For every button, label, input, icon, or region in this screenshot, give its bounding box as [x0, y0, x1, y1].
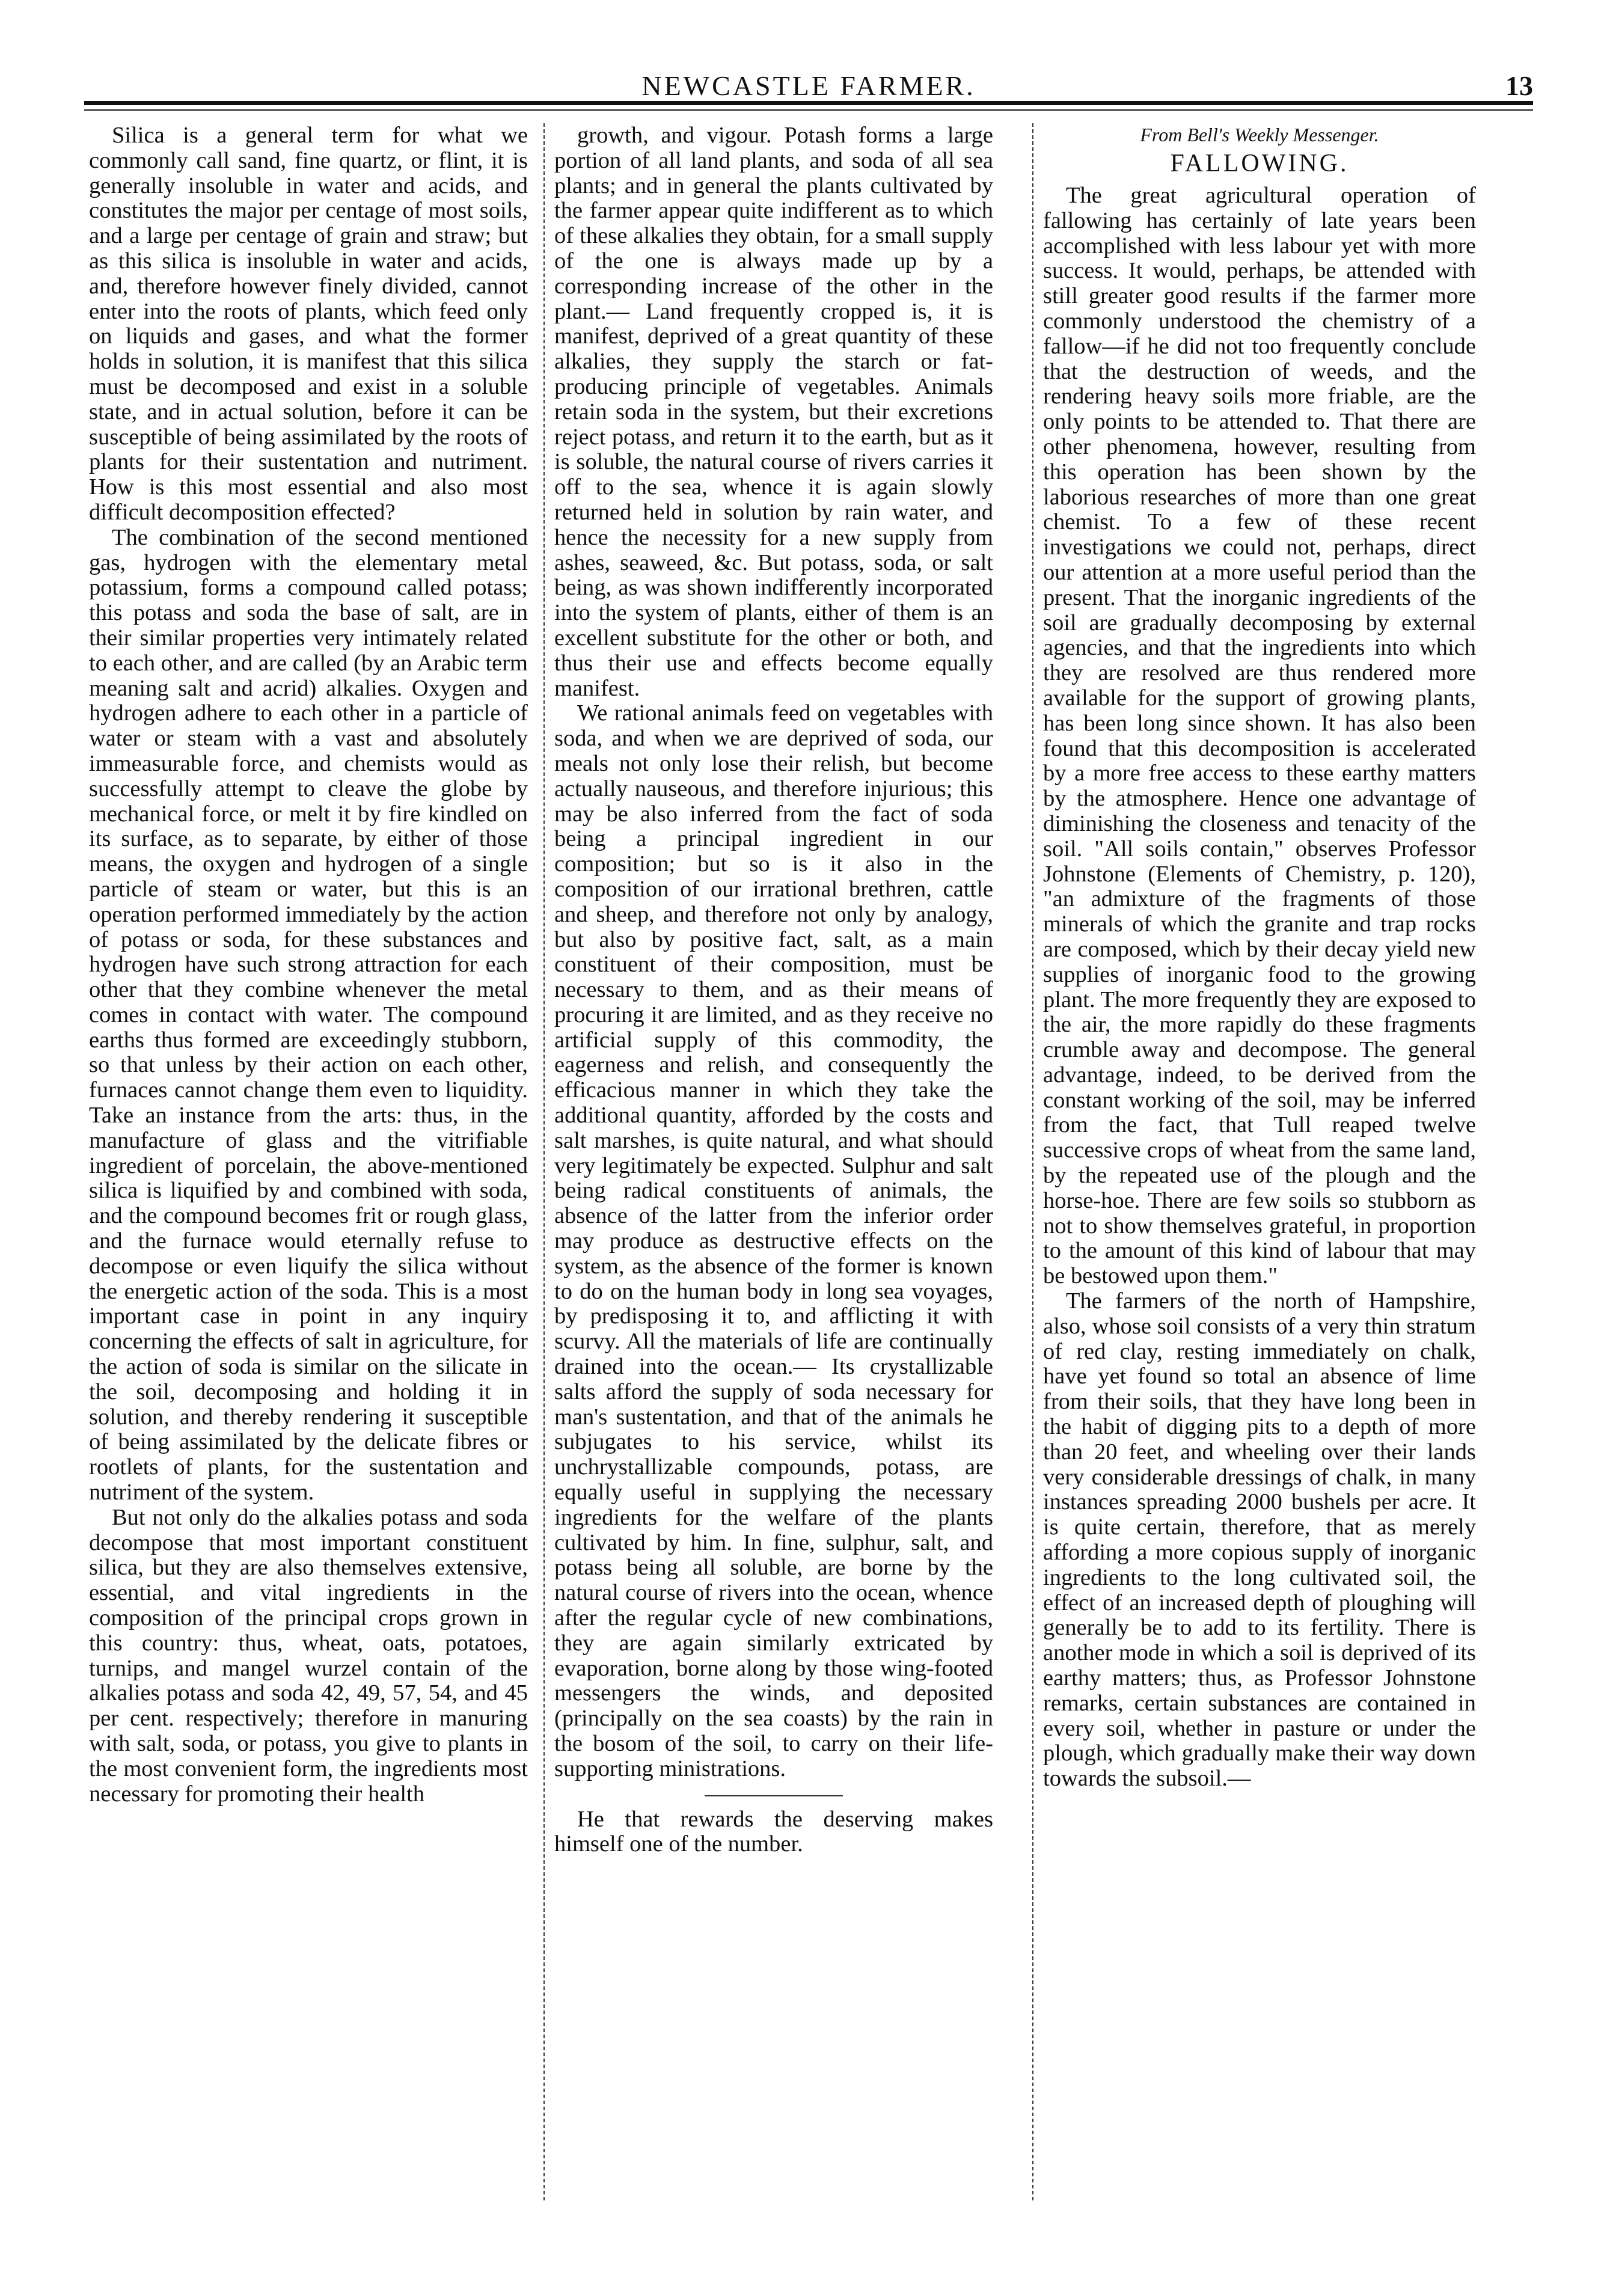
column-divider	[1032, 123, 1033, 2200]
masthead-title: NEWCASTLE FARMER.	[641, 70, 976, 101]
paragraph: The great agricultural operation of fallowing has certainly of late years been accomplished with less labour yet with more success. It would, perhaps, be attended with still greater good results if the farmer more commonly understood the chemistry of a fallow—if he did not too frequently conclude that the destruction of weeds, and the rendering heavy soils more friable, are the only points to be attended to. That there are other phenomena, however, resulting from this operation has been shown by the laborious researches of more than one great chemist. To a few of these recent investigations we could not, perhaps, direct our attention at a more useful period than the present. That the inorganic ingredients of the soil are gradually decomposing by external agencies, and that the ingredients into which they are resolved are thus rendered more available for the support of growing plants, has been long since shown. It has also been found that this decomposition is accelerated by a more free access to these earthy matters by the atmosphere. Hence one advantage of diminishing the closeness and tenacity of the soil. "All soils contain," observes Professor Johnstone (Elements of Chemistry, p. 120), "an admixture of the fragments of those minerals of which the granite and trap rocks are composed, which by their decay yield new supplies of inorganic food to the growing plant. The more frequently they are exposed to the air, the more rapidly do these fragments crumble away and decompose. The general advantage, indeed, to be derived from the constant working of the soil, may be inferred from the fact, that Tull reaped twelve successive crops of wheat from the same land, by the repeated use of the plough and the horse-hoe. There are few soils so stubborn as not to show themselves grateful, in proportion to the amount of this kind of labour that may be bestowed upon them."	[1043, 183, 1476, 1289]
closing-maxim: He that rewards the deserving makes himself one of the number.	[554, 1806, 993, 1857]
column-1	[89, 123, 528, 1807]
article-heading: FALLOWING.	[1170, 150, 1349, 177]
header-rule-thick	[84, 101, 1533, 105]
paragraph: Silica is a general term for what we commonly call sand, fine quartz, or flint, it is generally insoluble in water and acids, and constitutes the major per centage of most soils, and a large per centage of grain and straw; but as this silica is insoluble in water and acids, and, therefore however finely divided, cannot enter into the roots of plants, which feed only on liquids and gases, and what the former holds in solution, it is manifest that this silica must be decomposed and exist in a soluble state, and in actual solution, before it can be susceptible of being assimilated by the roots of plants for their sustentation and nutriment. How is this most essential and also most difficult decomposition effected?	[89, 123, 528, 525]
header-rule-thin	[84, 109, 1533, 111]
paragraph: growth, and vigour. Potash forms a large portion of all land plants, and soda of all sea plants; and in general the plants cultivated by the farmer appear quite indifferent as to which of these alkalies they obtain, for a small supply of the one is always made up by a corresponding increase of the other in the plant.— Land frequently cropped is, it is manifest, deprived of a great quantity of these alkalies, they supply the starch or fat-producing principle of vegetables. Animals retain soda in the system, but their excretions reject potass, and return it to the earth, but as it is soluble, the natural course of rivers carries it off to the sea, whence it is again slowly returned held in solution by rain water, and hence the necessity for a new supply from ashes, seaweed, &c. But potass, soda, or salt being, as was shown indifferently incorporated into the system of plants, either of them is an excellent substitute for the other or both, and thus their use and effects become equally manifest.	[554, 123, 993, 701]
column-divider	[543, 123, 545, 2200]
paragraph: The farmers of the north of Hampshire, also, whose soil consists of a very thin stratum of red clay, resting immediately on chalk, have yet found so total an absence of lime from their soils, that they have long been in the habit of digging pits to a depth of more than 20 feet, and wheeling over their lands very considerable dressings of chalk, in many instances spreading 2000 bushels per acre. It is quite certain, therefore, that as merely affording a more copious supply of inorganic ingredients to the long cultivated soil, the effect of an increased depth of ploughing will generally be to add to its fertility. There is another mode in which a soil is deprived of its earthy matters; thus, as Professor Johnstone remarks, certain substances are contained in every soil, whether in pasture or under the plough, which gradually make their way down towards the subsoil.—	[1043, 1288, 1476, 1792]
section-divider	[705, 1795, 843, 1796]
paragraph: But not only do the alkalies potass and soda decompose that most important constituent silica, but they are also themselves extensive, essential, and vital ingredients in the composition of the principal crops grown in this country: thus, wheat, oats, potatoes, turnips, and mangel wurzel contain of the alkalies potass and soda 42, 49, 57, 54, and 45 per cent. respectively; therefore in manuring with salt, soda, or potass, you give to plants in the most convenient form, the ingredients most necessary for promoting their health	[89, 1504, 528, 1807]
article-source: From Bell's Weekly Messenger.	[1140, 124, 1379, 145]
paragraph: The combination of the second mentioned gas, hydrogen with the elementary metal potassium, forms a compound called potass; this potass and soda the base of salt, are in their similar properties very intimately related to each other, and are called (by an Arabic term meaning salt and acrid) alkalies. Oxygen and hydrogen adhere to each other in a particle of water or steam with a vast and absolutely immeasurable force, and chemists would as successfully attempt to cleave the globe by mechanical force, or melt it by fire kindled on its surface, as to separate, by either of those means, the oxygen and hydrogen of a single particle of steam or water, but this is an operation performed immediately by the action of potass or soda, for these substances and hydrogen have such strong attraction for each other that they combine whenever the metal comes in contact with water. The compound earths thus formed are exceedingly stubborn, so that unless by their action on each other, furnaces cannot change them even to liquidity. Take an instance from the arts: thus, in the manufacture of glass and the vitrifiable ingredient of porcelain, the above-mentioned silica is liquified by and combined with soda, and the compound becomes frit or rough glass, and the furnace would eternally refuse to decompose or even liquify the silica without the energetic action of the soda. This is a most important case in point in any inquiry concerning the effects of salt in agriculture, for the action of soda is similar on the silicate in the soil, decomposing and holding it in solution, and thereby rendering it susceptible of being assimilated by the delicate fibres or rootlets of plants, for the sustentation and nutriment of the system.	[89, 524, 528, 1505]
column-2	[554, 123, 993, 1857]
paragraph: We rational animals feed on vegetables with soda, and when we are deprived of soda, our meals not only lose their relish, but become actually nauseous, and therefore injurious; this may be also inferred from the fact of soda being a principal ingredient in our composition; but so is it also in the composition of our irrational brethren, cattle and sheep, and therefore not only by analogy, but also by positive fact, salt, as a main constituent of their composition, must be necessary to them, and as their means of procuring it are limited, and as they receive no artificial supply of this commodity, the eagerness and relish, and consequently the efficacious manner in which they take the additional quantity, afforded by the costs and salt marshes, is quite natural, and what should very legitimately be expected. Sulphur and salt being radical constituents of animals, the absence of the latter from the inferior order may produce as destructive effects on the system, as the absence of the former is known to do on the human body in long sea voyages, by predisposing it to, and afflicting it with scurvy. All the materials of life are continually drained into the ocean.— Its crystallizable salts afford the supply of soda necessary for man's sustentation, and that of the animals he subjugates to his service, whilst its unchrystallizable compounds, potass, are equally useful in supplying the necessary ingredients for the welfare of the plants cultivated by him. In fine, sulphur, salt, and potass being all soluble, are borne by the natural course of rivers into the ocean, whence after the regular cycle of new combinations, they are again similarly extricated by evaporation, borne along by those wing-footed messengers the winds, and deposited (principally on the sea coasts) by the rain in the bosom of the soil, to carry on their life-supporting ministrations.	[554, 700, 993, 1781]
column-3	[1043, 123, 1476, 1792]
page-number: 13	[1505, 70, 1533, 101]
